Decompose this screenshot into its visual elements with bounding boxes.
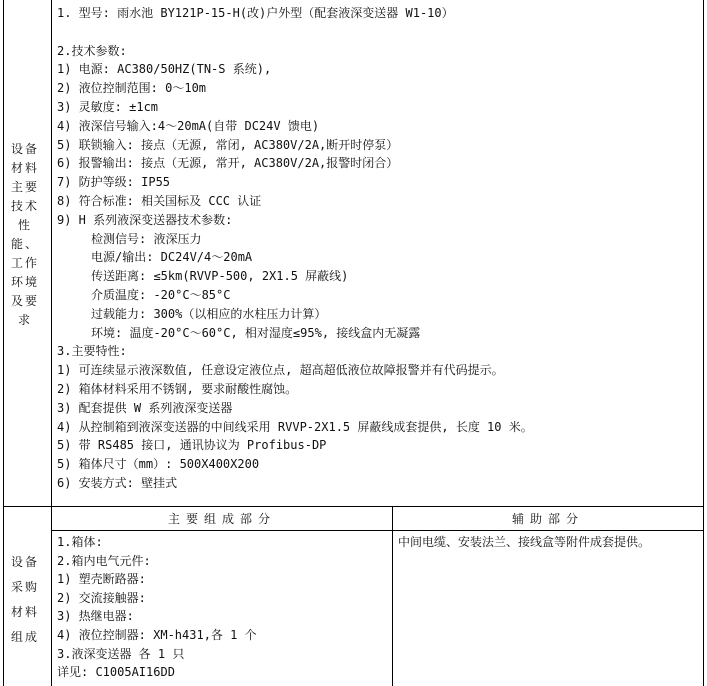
section-divider: [3, 506, 704, 507]
label-line: 性: [17, 218, 32, 232]
tech-spec-list: [57, 4, 697, 493]
spec-line: 6) 报警输出: 接点（无源, 常开, AC380V/2A,报警时闭合）: [57, 156, 399, 171]
spec-line: 电源/输出: DC24V/4～20mA: [91, 250, 253, 265]
main-components-list: [57, 533, 387, 682]
spec-line: 3) 灵敏度: ±1cm: [57, 99, 159, 114]
label-line: 能、: [10, 237, 39, 251]
label-line: 设备: [10, 142, 39, 156]
component-line: 3.液深变送器 各 1 只: [57, 646, 185, 661]
spec-line: 1) 可连续显示液深数值, 任意设定液位点, 超高超低液位故障报警并有代码提示。: [57, 363, 504, 378]
spec-line: 6) 安装方式: 壁挂式: [57, 475, 178, 490]
header-row-divider: [51, 530, 704, 531]
spec-line: 1) 电源: AC380/50HZ(TN-S 系统),: [57, 62, 272, 77]
label-line: 组成: [10, 630, 39, 644]
label-line: 设备: [10, 555, 39, 569]
label-line: 求: [17, 313, 32, 327]
spec-line: 7) 防护等级: IP55: [57, 175, 171, 190]
component-line: 1.箱体:: [57, 535, 103, 549]
label-line: 技术: [10, 199, 39, 213]
component-line: 3) 热继电器:: [57, 609, 134, 624]
spec-line: 检测信号: 液深压力: [91, 231, 202, 246]
label-line: 环境: [10, 275, 39, 289]
spec-line: 4) 从控制箱到液深变送器的中间线采用 RVVP-2X1.5 屏蔽线成套提供, 长度 10 米。: [57, 419, 533, 434]
components-column-divider: [392, 506, 393, 686]
procurement-label: [6, 550, 44, 650]
spec-line: 2.技术参数:: [57, 43, 127, 58]
component-line: 详见: C1005AI16DD: [57, 665, 175, 680]
spec-line: 介质温度: -20°C～85°C: [91, 287, 231, 302]
label-line: 主要: [10, 180, 39, 194]
spec-line: 3) 配套提供 W 系列液深变送器: [57, 400, 233, 415]
main-components-header: 主要组成部分: [167, 512, 276, 526]
label-line: 工作: [10, 256, 39, 270]
spec-line: 5) 联锁输入: 接点（无源, 常闭, AC380V/2A,断开时停泵）: [57, 137, 399, 152]
label-line: 材料: [10, 605, 39, 619]
auxiliary-parts-text: 中间电缆、安装法兰、接线盒等附件成套提供。: [398, 535, 651, 549]
component-line: 1) 塑壳断路器:: [57, 572, 146, 587]
tech-requirements-label: [6, 140, 44, 330]
spec-line: 传送距离: ≤5km(RVVP-500, 2X1.5 屏蔽线): [91, 269, 349, 284]
spec-line: 2) 液位控制范围: 0～10m: [57, 81, 207, 96]
spec-line: 过载能力: 300%（以相应的水柱压力计算）: [91, 306, 327, 321]
table-border-left: [3, 0, 4, 686]
auxiliary-parts-header: 辅助部分: [511, 512, 584, 526]
spec-line: 5) 箱体尺寸（mm）: 500X400X200: [57, 457, 260, 472]
label-line: 采购: [10, 580, 39, 594]
label-column-divider: [51, 0, 52, 686]
component-line: 4) 液位控制器: XM-h431,各 1 个: [57, 627, 257, 642]
label-line: 及要: [10, 294, 39, 308]
spec-line: 2) 箱体材料采用不锈钢, 要求耐酸性腐蚀。: [57, 381, 298, 396]
spec-line: 5) 带 RS485 接口, 通讯协议为 Profibus-DP: [57, 438, 327, 453]
spec-line: 1. 型号: 雨水池 BY121P-15-H(改)户外型（配套液深变送器 W1-10）: [57, 6, 454, 20]
component-line: 2.箱内电气元件:: [57, 553, 151, 568]
spec-line: 3.主要特性:: [57, 344, 127, 359]
spec-line: 环境: 温度-20°C～60°C, 相对湿度≤95%, 接线盒内无凝露: [91, 325, 421, 340]
spec-line: 4) 液深信号输入:4～20mA(自带 DC24V 馈电): [57, 118, 320, 133]
spec-line: 9) H 系列液深变送器技术参数:: [57, 212, 233, 227]
component-line: 2) 交流接触器:: [57, 590, 146, 605]
spec-line: 8) 符合标准: 相关国标及 CCC 认证: [57, 193, 262, 208]
table-border-right: [703, 0, 704, 686]
label-line: 材料: [10, 161, 39, 175]
spec-line: [57, 23, 697, 42]
